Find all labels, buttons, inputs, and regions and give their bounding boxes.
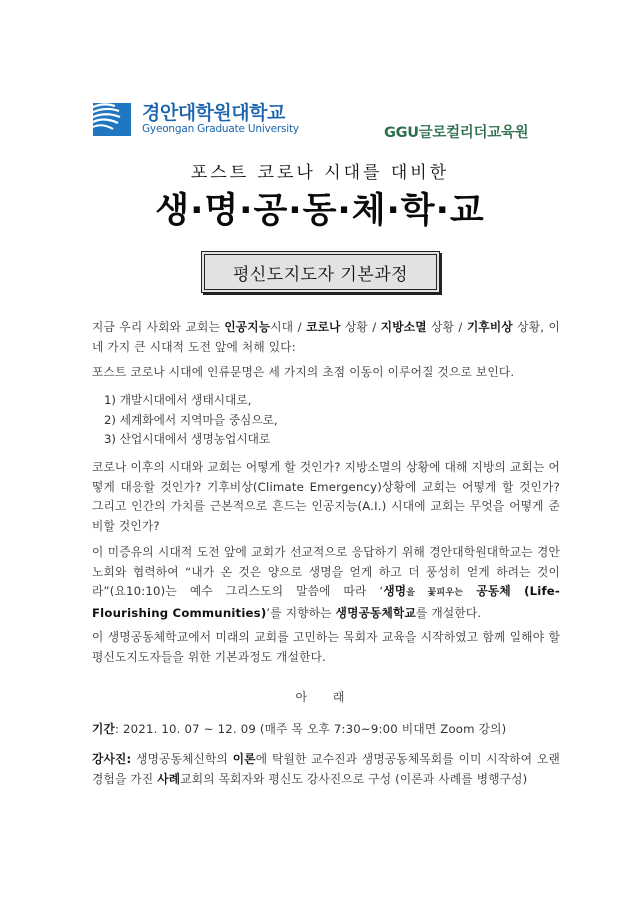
period-line: [92, 720, 560, 740]
paragraph-school: [92, 543, 560, 623]
instructors-paragraph: [92, 750, 560, 789]
text: 에 탁월한 교수진과 생명공동체목회를 이미 시작하여 오랜경험을 가진: [92, 752, 560, 786]
paragraph-intro: [92, 318, 560, 357]
text: 상황 /: [340, 320, 381, 334]
text: 를 개설한다.: [416, 605, 482, 620]
main-title: 생·명·공·동·체·학·교: [155, 191, 485, 231]
bold-text: 인공지능: [224, 320, 271, 334]
bold-text: 이론: [232, 752, 256, 766]
course-title: 평신도지도자 기본과정: [232, 264, 409, 285]
text: 상황 /: [426, 320, 467, 334]
university-name-en: Gyeongan Graduate University: [142, 123, 299, 135]
bold-text: 공동체 (Life-Flourishing Communities): [92, 584, 560, 620]
subtitle: 포스트 코로나 시대를 대비한: [190, 163, 450, 183]
list-item: 3) 산업시대에서 생명농업시대로: [104, 432, 271, 446]
institute-name: GGU글로컬리더교육원: [384, 125, 529, 141]
bold-text: 지방소멸: [380, 320, 427, 334]
university-name-ko: 경안대학원대학교: [142, 102, 285, 124]
small-text: 을 꽃피우는: [406, 588, 464, 598]
text: ’를 지향하는: [266, 605, 336, 620]
instructors-label: 강사진:: [92, 752, 132, 766]
list-item: 2) 세계화에서 지역마을 중심으로,: [104, 412, 278, 427]
bold-text: 기후비상: [466, 320, 513, 334]
paragraph-shift: 포스트 코로나 시대에 인류문명은 세 가지의 초점 이동이 이루어질 것으로 보인다.: [92, 365, 515, 379]
text: 교회의 목회자와 평신도 강사진으로 구성 (이론과 사례를 병행구성): [180, 771, 528, 786]
text: 시대 /: [270, 320, 307, 334]
period-value: : 2021. 10. 07 ~ 12. 09 (매주 목 오후 7:30~9:00 비대면 Zoom 강의): [114, 722, 507, 736]
list-item: 1) 개발시대에서 생태시대로,: [104, 393, 252, 407]
section-heading: 아 래: [295, 690, 345, 704]
period-label: 기간: [92, 722, 115, 736]
paragraph-course: 이 생명공동체학교에서 미래의 교회를 고민하는 목회자 교육을 시작하였고 함께 일해야 할 평신도지도자들을 위한 기본과정도 개설한다.: [92, 630, 560, 664]
bold-text: 생명: [383, 584, 407, 598]
text: 생명공동체신학의: [131, 752, 233, 766]
bold-text: 사례: [157, 771, 181, 786]
text: 상황, 이 네 가지 큰 시대적 도전 앞에 처해 있다:: [92, 320, 560, 354]
university-logo: [93, 103, 299, 136]
text: 지금 우리 사회와 교회는: [92, 320, 225, 334]
bold-text: 생명공동체학교: [335, 605, 417, 620]
shift-list: [104, 391, 278, 450]
text: 이 미증유의 시대적 도전 앞에 교회가 선교적으로 응답하기 위해 경안대학원대학교는 경안노회와 협력하여 “내가 온 것은 양으로 생명을 얻게 하고 더 풍성히 얻게 하려는 것이라”(요10:10)는 예수 그리스도의 말씀에 따라 ‘: [92, 545, 560, 598]
course-title-box: [201, 251, 440, 293]
bold-text: 코로나: [306, 320, 341, 334]
paragraph-questions: 코로나 이후의 시대와 교회는 어떻게 할 것인가? 지방소멸의 상황에 대해 지방의 교회는 어떻게 대응할 것인가? 기후비상(Climate Emergency)상황에 교회는 어떻게 할 것인가? 그리고 인간의 가치를 근본적으로 흔드는 인공지능(A.I.) 시대에 교회는 무엇을 어떻게 준비할 것인가?: [92, 460, 560, 533]
university-globe-icon: [93, 103, 131, 136]
